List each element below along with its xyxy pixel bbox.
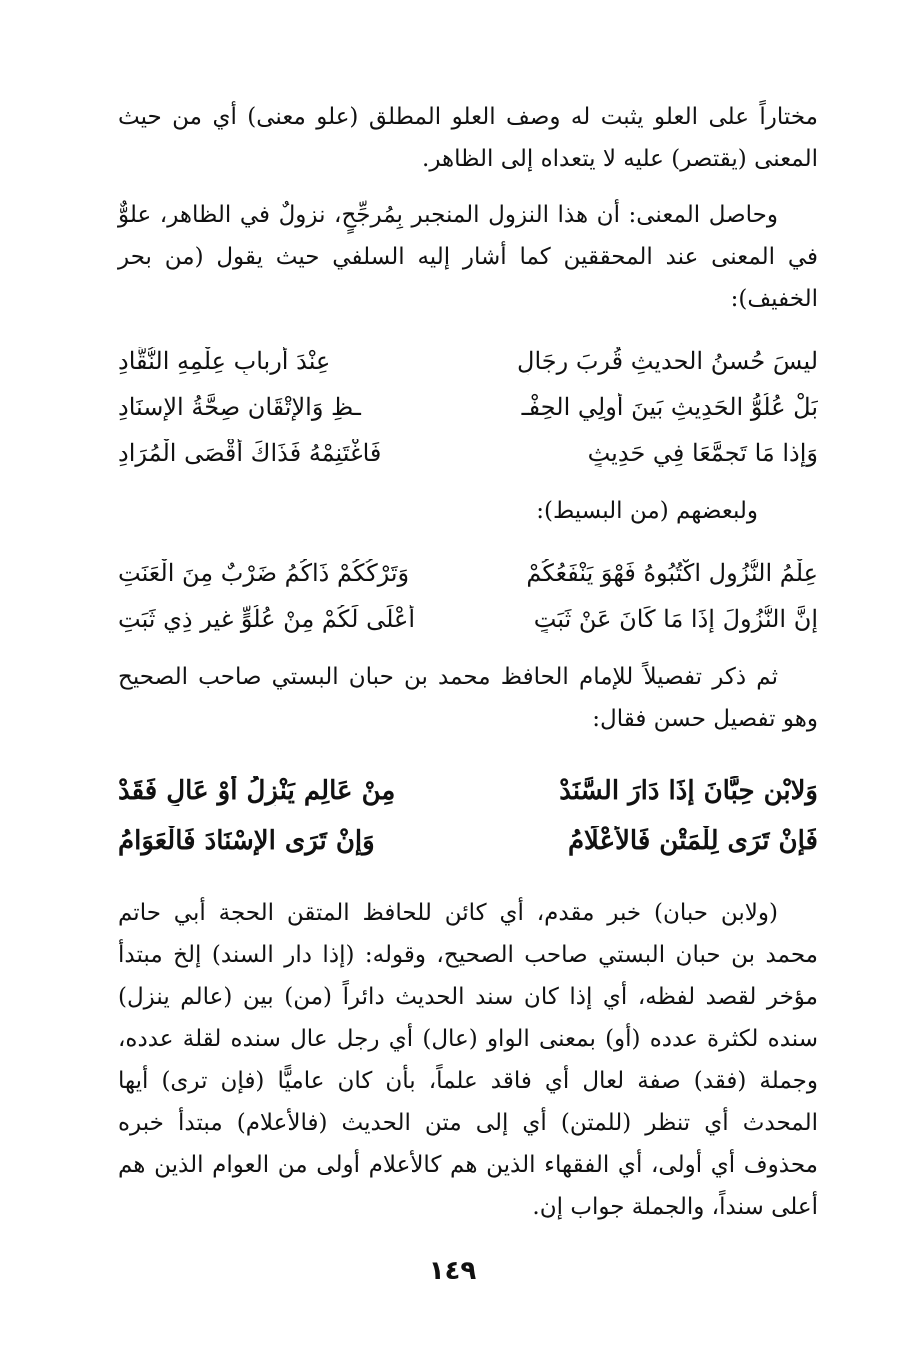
paragraph-1: مختاراً على العلو يثبت له وصف العلو المطلق (علو معنى) أي من حيث المعنى (يقتصر) عليه لا يتعداه إلى الظاهر.	[118, 104, 818, 172]
verse-first-hemistich: فَإنْ تَرَى لِلْمَتْنِ فَالأَعْلَامُ	[567, 826, 818, 856]
verse-row	[118, 338, 818, 384]
verse-first-hemistich: عِلْمُ النُّزُولِ اكْتُبُوهُ فَهْوَ يَنْفَعُكُمْ	[526, 559, 818, 587]
poem-khafif	[118, 338, 818, 476]
paragraph-3: ثم ذكر تفصيلاً للإمام الحافظ محمد بن حبان البستي صاحب الصحيح وهو تفصيل حسن فقال:	[118, 664, 818, 732]
verse-second-hemistich: وَإنْ تَرَى الإِسْنَادَ فَالْعَوَامُ	[118, 826, 375, 856]
verse-row	[118, 596, 818, 642]
verse-first-hemistich: وَلابْنِ حِبَّانَ إذَا دَارَ السَّنَدْ	[559, 776, 818, 806]
verse-second-hemistich: وَتَرْكُكُمْ ذَاكُمُ ضَرْبٌ مِنَ الْعَنَتِ	[118, 559, 410, 587]
poem-main-text	[118, 766, 818, 866]
page-body	[118, 96, 818, 1228]
verse-row	[118, 384, 818, 430]
verse-second-hemistich: فَاغْتَنِمْهُ فَذَاكَ أَقْصَى الْمُرَادِ	[118, 439, 382, 467]
verse-second-hemistich: ـظِ وَالإِتْقَانِ صِحَّةُ الإِسنَادِ	[118, 393, 361, 421]
section-subheading: ولبعضهم (من البسيط):	[536, 498, 758, 524]
verse-first-hemistich: بَلْ عُلُوُّ الحَدِيثِ بَينَ أُولِي الحِفْـ	[521, 393, 818, 421]
paragraph-2: وحاصل المعنى: أن هذا النزول المنجبر بِمُرجِّحٍ، نزولٌ في الظاهر، علوٌّ في المعنى عند المحققين كما أشار إليه السلفي حيث يقول (من بحر الخفيف):	[118, 202, 818, 312]
paragraph-4: (ولابن حبان) خبر مقدم، أي كائن للحافظ المتقن الحجة أبي حاتم محمد بن حبان البستي صاحب الصحيح، وقوله: (إذا دار السند) إلخ مبتدأ مؤخر لقصد لفظه، أي إذا كان سند الحديث دائراً (من) بين (عالم ينزل) سنده لكثرة عدده (أو) بمعنى الواو (عال) أي رجل عال سنده لقلة عدده، وجملة (فقد) صفة لعال أي فاقد علماً، بأن كان عاميًّا (فإن ترى) أيها المحدث أي تنظر (للمتن) أي إلى متن الحديث (فالأعلام) مبتدأ خبره محذوف أي أولى، أي الفقهاء الذين هم كالأعلام أولى من العوام الذين هم أعلى سنداً، والجملة جواب إن.	[118, 900, 818, 1220]
verse-first-hemistich: إنَّ النُّزُولَ إذَا مَا كَانَ عَنْ ثَبَتٍ	[533, 605, 818, 633]
verse-second-hemistich: أَعْلَى لَكُمْ مِنْ عُلُوٍّ غيرِ ذِي ثَبَتِ	[118, 605, 416, 633]
verse-second-hemistich: مِنْ عَالِمٍ يَنْزِلُ أَوْ عَالٍ فَقَدْ	[118, 776, 396, 806]
poem-basit	[118, 550, 818, 642]
verse-second-hemistich: عِنْدَ أربابِ عِلْمِهِ النُّقَّادِ	[118, 347, 331, 375]
page-number: ١٤٩	[428, 1256, 477, 1286]
verse-row	[118, 816, 818, 866]
verse-first-hemistich: ليسَ حُسنُ الحديثِ قُربَ رِجَالٍ	[517, 347, 818, 375]
verse-row	[118, 766, 818, 816]
verse-row	[118, 430, 818, 476]
verse-first-hemistich: وَإذا مَا تَجمَّعَا فِي حَدِيثٍ	[587, 439, 818, 467]
verse-row	[118, 550, 818, 596]
